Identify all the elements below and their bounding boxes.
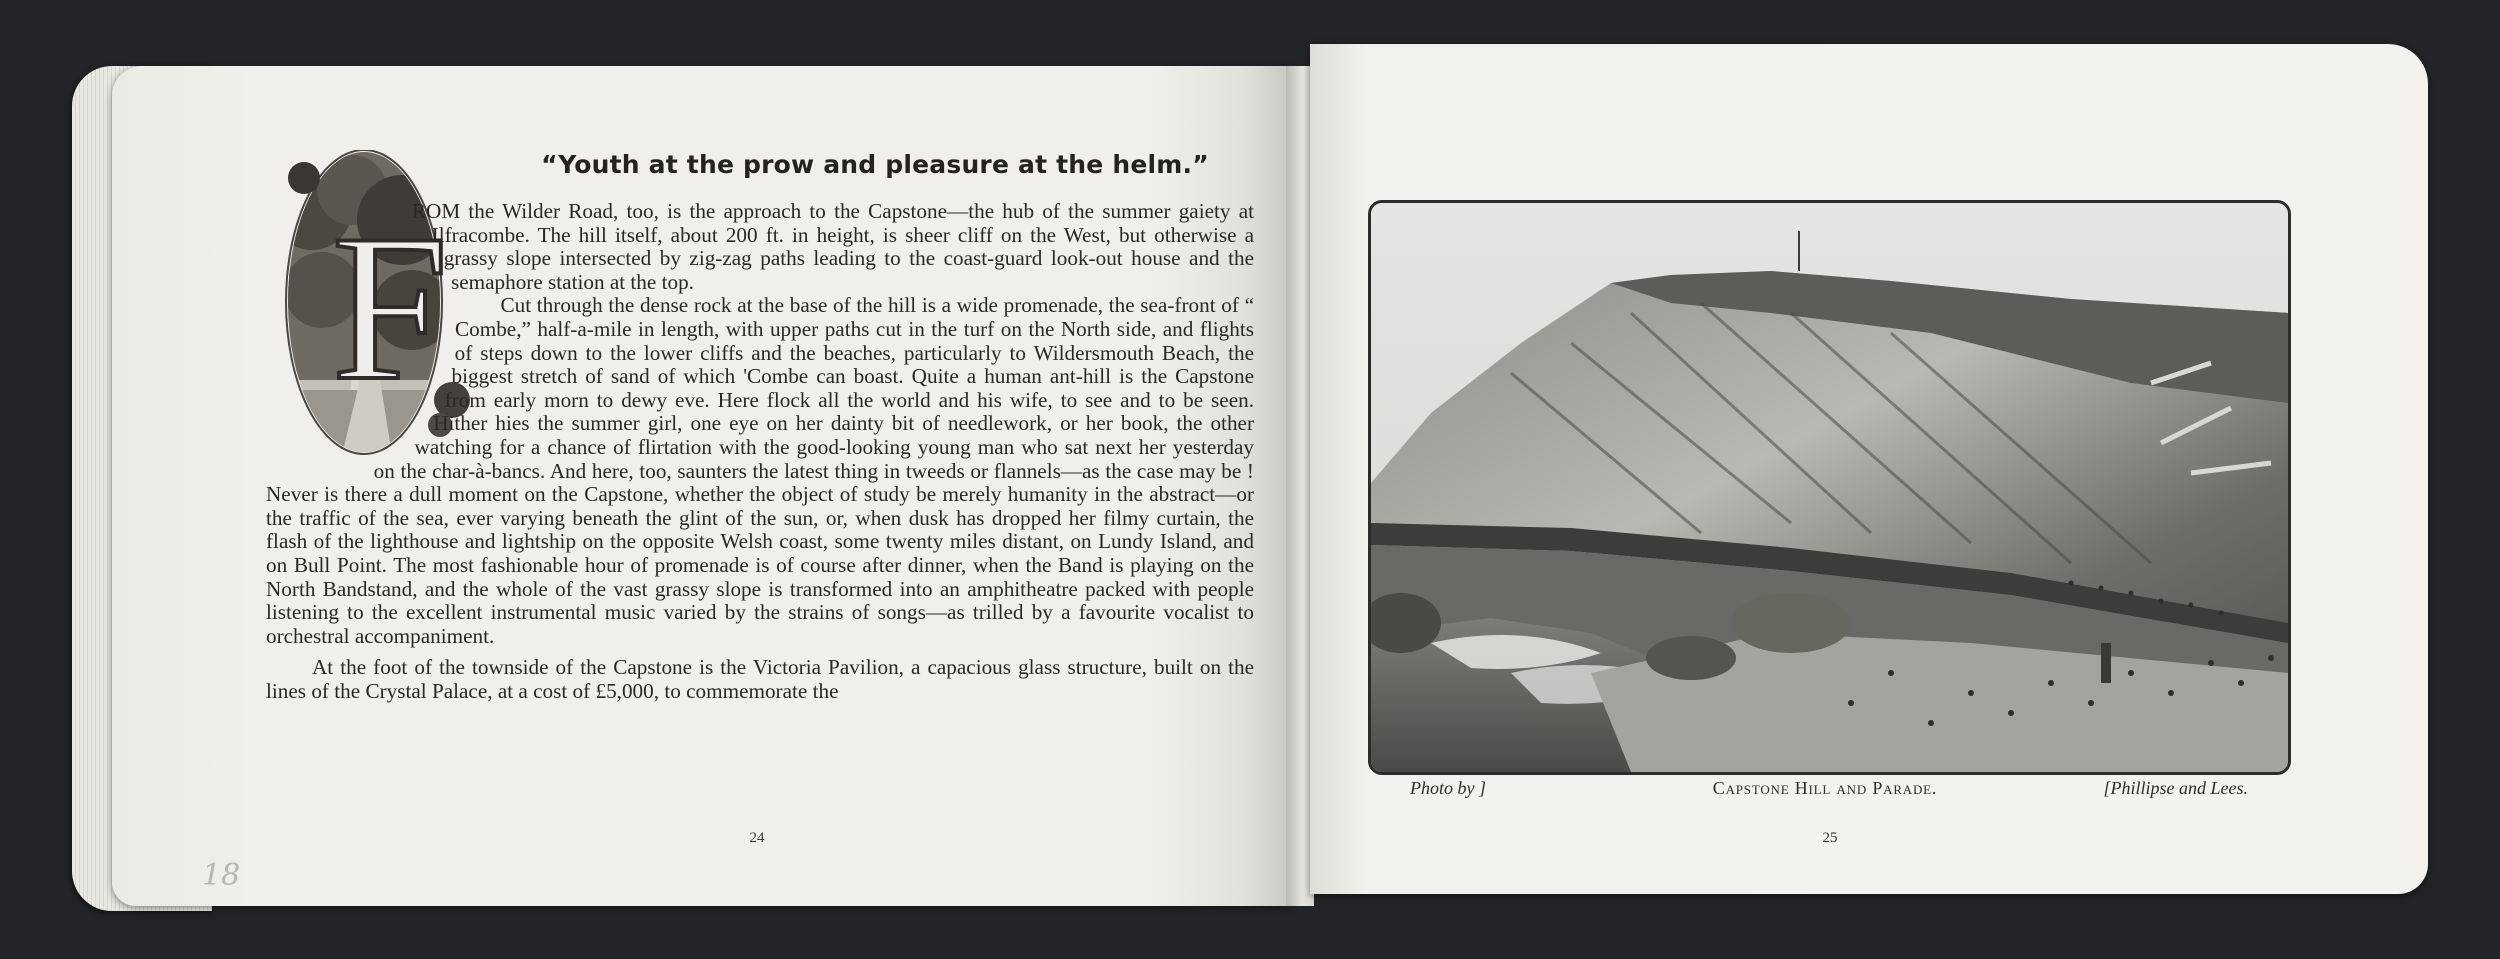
body-text [266,200,1254,703]
photo-illustration [1371,203,2288,772]
page-number-right: 25 [1822,830,1838,846]
photograph-capstone-hill [1368,200,2291,775]
paragraph-3: At the foot of the townside of the Capstone is the Victoria Pavilion, a capacious glass structure, built on the lines of the Crystal Palace, at a cost of £5,000, to commemorate the [266,655,1254,703]
page-heading: “Youth at the prow and pleasure at the helm.” [541,150,1209,179]
page-number-left: 24 [749,830,765,846]
paragraph-1: ROM the Wilder Road, too, is the approach to the Capstone—the hub of the summer gaiety at Ilfracombe. The hill itself, about 200 ft. in height, is sheer cliff on the West, but otherwise a grassy slope intersected by zig-zag paths leading to the coast-guard look-out house and the semaphore station at the top. [411,199,1254,294]
photo-caption-title: Capstone Hill and Parade. [1712,778,1938,798]
dropcap-letter: F [331,192,449,424]
paragraph-2: Cut through the dense rock at the base of the hill is a wide promenade, the sea-front of “ Combe,” half-a-mile in length, with upper paths cut in the turf on the North side, and flights of steps down to the lower cliffs and the beaches, particularly to Wildersmouth Beach, the biggest stretch of sand of which 'Combe can boast. Quite a human ant-hill is the Capstone from early morn to dewy eve. Here flock all the world and his wife, to see and to be seen. Hither hies the summer girl, one eye on her dainty bit of needlework, or her book, the other watching for a chance of flirtation with the good-looking young man who sat next her yesterday on the char-à-bancs. And here, too, saunters the latest thing in tweeds or flannels—as the case may be ! Never is there a dull moment on the Capstone, whether the object of study be merely humanity in the abstract—or the traffic of the sea, ever varying beneath the glint of the sun, or, when dusk has dropped her filmy curtain, the flash of the lighthouse and lightship on the opposite Welsh coast, some twenty miles distant, on Lundy Island, and on Bull Point. The most fashionable hour of promenade is of course after dinner, when the Band is playing on the North Bandstand, and the whole of the vast grassy slope is transformed into an amphitheatre packed with people listening to the excellent instrumental music varied by the strains of songs—as trilled by a favourite vocalist to orchestral accompaniment. [266,293,1254,648]
pencil-page-mark: 18 [202,858,241,893]
photo-credit-label: Photo by ] [1410,778,1486,798]
photo-credit-name: [Phillipse and Lees. [2103,778,2248,798]
